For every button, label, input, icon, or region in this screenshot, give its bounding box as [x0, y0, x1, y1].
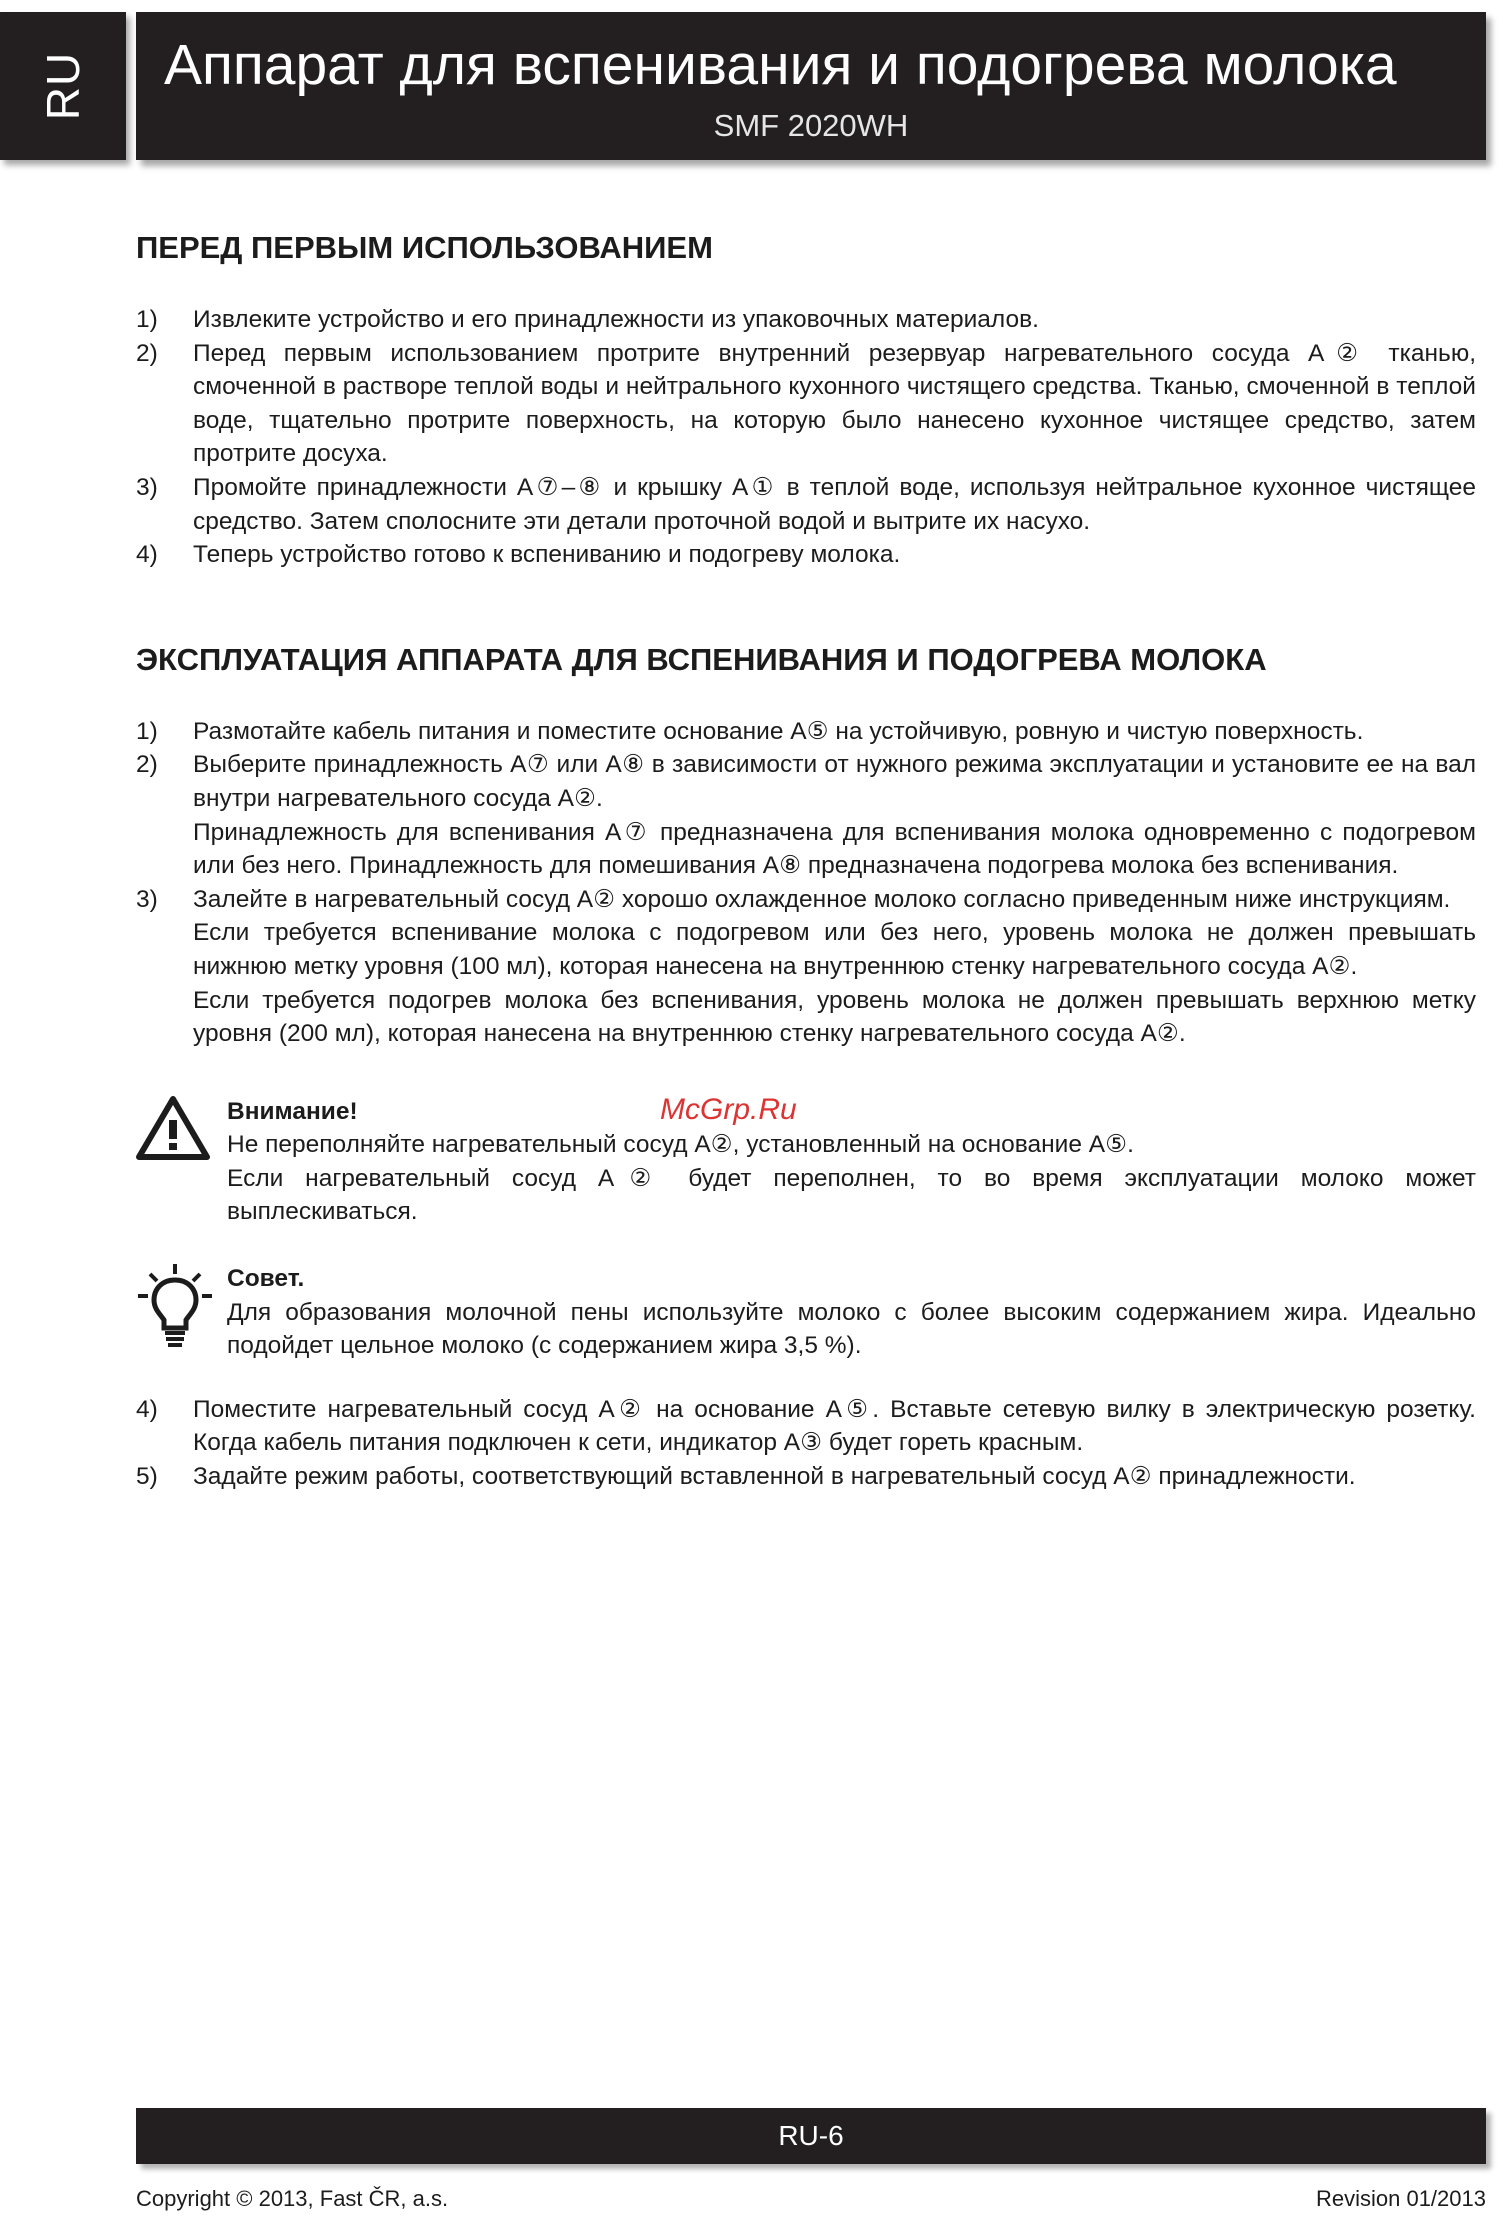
content [136, 230, 1476, 1494]
step-text: Перед первым использованием протрите внутренний резервуар нагревательного сосуда A② тканью, смоченной в растворе теплой воды и нейтрального кухонного чистящего средства. Тканью, смоченной в теплой воде, тщательно протрите поверхность, на которую было нанесено кухонное чистящее средство, затем протрите досуха. [193, 339, 1476, 468]
list-item [136, 748, 1476, 882]
warning-triangle-icon [136, 1095, 210, 1166]
step-number: 2) [136, 751, 158, 779]
step-text: Если требуется подогрев молока без вспенивания, уровень молока не должен превышать верхнюю метку уровня (200 мл), которая нанесена на внутреннюю стенку нагревательного сосуда A②. [193, 986, 1476, 1048]
list-item [136, 303, 1476, 337]
section-heading-operation: ЭКСПЛУАТАЦИЯ АППАРАТА ДЛЯ ВСПЕНИВАНИЯ И ПОДОГРЕВА МОЛОКА [136, 641, 1267, 677]
step-text: Выберите принадлежность A⑦ или A⑧ в зависимости от нужного режима эксплуатации и установите ее на вал внутри нагревательного сосуда A②. [193, 751, 1476, 812]
document-title: Аппарат для вспенивания и подогрева молока [164, 33, 1397, 97]
step-text: Промойте принадлежности A⑦–⑧ и крышку A① в теплой воде, используя нейтральное кухонное чистящее средство. Затем сполосните эти детали проточной водой и вытрите их насухо. [193, 473, 1476, 535]
step-number: 5) [136, 1463, 158, 1491]
step-number: 1) [136, 717, 158, 745]
step-number: 4) [136, 541, 158, 569]
first-use-steps [136, 303, 1476, 572]
tip-title: Совет. [227, 1265, 305, 1293]
language-label: RU [37, 51, 89, 121]
step-number: 2) [136, 339, 158, 367]
step-text: Размотайте кабель питания и поместите основание A⑤ на устойчивую, ровную и чистую поверхность. [193, 717, 1364, 745]
model-number: SMF 2020WH [713, 108, 909, 143]
lightbulb-icon [136, 1262, 214, 1357]
footer-bar [136, 2108, 1486, 2164]
step-number: 1) [136, 306, 158, 333]
tip-notice [136, 1262, 1476, 1363]
step-text: Задайте режим работы, соответствующий вставленной в нагревательный сосуд A② принадлежности. [193, 1463, 1356, 1491]
list-item [136, 715, 1476, 749]
list-item [136, 1460, 1476, 1494]
step-text: Залейте в нагревательный сосуд A② хорошо охлажденное молоко согласно приведенным ниже инструкциям. [193, 885, 1451, 913]
step-text: Теперь устройство готово к вспениванию и подогреву молока. [193, 541, 901, 569]
revision: Revision 01/2013 [1315, 2186, 1486, 2211]
step-number: 4) [136, 1395, 158, 1423]
step-text: Принадлежность для вспенивания A⑦ предназначена для вспенивания молока одновременно с подогревом или без него. Принадлежность для помешивания A⑧ предназначена подогрева молока без вспенивания. [193, 818, 1476, 880]
warning-notice [136, 1095, 1476, 1229]
watermark: McGrp.Ru [660, 1093, 797, 1126]
list-item [136, 337, 1476, 471]
step-number: 3) [136, 885, 158, 913]
warning-title: Внимание! [227, 1097, 358, 1125]
list-item [136, 883, 1476, 1051]
operation-steps [136, 715, 1476, 1051]
step-text: Если требуется вспенивание молока с подогревом или без него, уровень молока не должен превышать нижнюю метку уровня (100 мл), которая нанесена на внутреннюю стенку нагревательного сосуда A②. [193, 919, 1476, 980]
header-bar [136, 12, 1486, 160]
list-item [136, 538, 1476, 572]
step-text: Извлеките устройство и его принадлежности из упаковочных материалов. [193, 306, 1039, 333]
tip-text: Для образования молочной пены используйте молоко с более высоким содержанием жира. Идеально подойдет цельное молоко (с содержанием жира 3,5 %). [227, 1298, 1476, 1360]
list-item [136, 471, 1476, 538]
warning-text: Если нагревательный сосуд A② будет переполнен, то во время эксплуатации молоко может выплескиваться. [227, 1164, 1476, 1226]
copyright: Copyright © 2013, Fast ČR, a.s. [136, 2186, 449, 2211]
page-number: RU-6 [778, 2120, 844, 2151]
operation-steps-continued [136, 1393, 1476, 1494]
warning-text: Не переполняйте нагревательный сосуд A②, установленный на основание A⑤. [227, 1131, 1134, 1159]
list-item [136, 1393, 1476, 1460]
section-heading-first-use: ПЕРЕД ПЕРВЫМ ИСПОЛЬЗОВАНИЕМ [136, 230, 713, 265]
step-number: 3) [136, 473, 158, 501]
language-tab [0, 12, 126, 160]
step-text: Поместите нагревательный сосуд A② на основание A⑤. Вставьте сетевую вилку в электрическую розетку. Когда кабель питания подключен к сети, индикатор A③ будет гореть красным. [193, 1395, 1476, 1457]
